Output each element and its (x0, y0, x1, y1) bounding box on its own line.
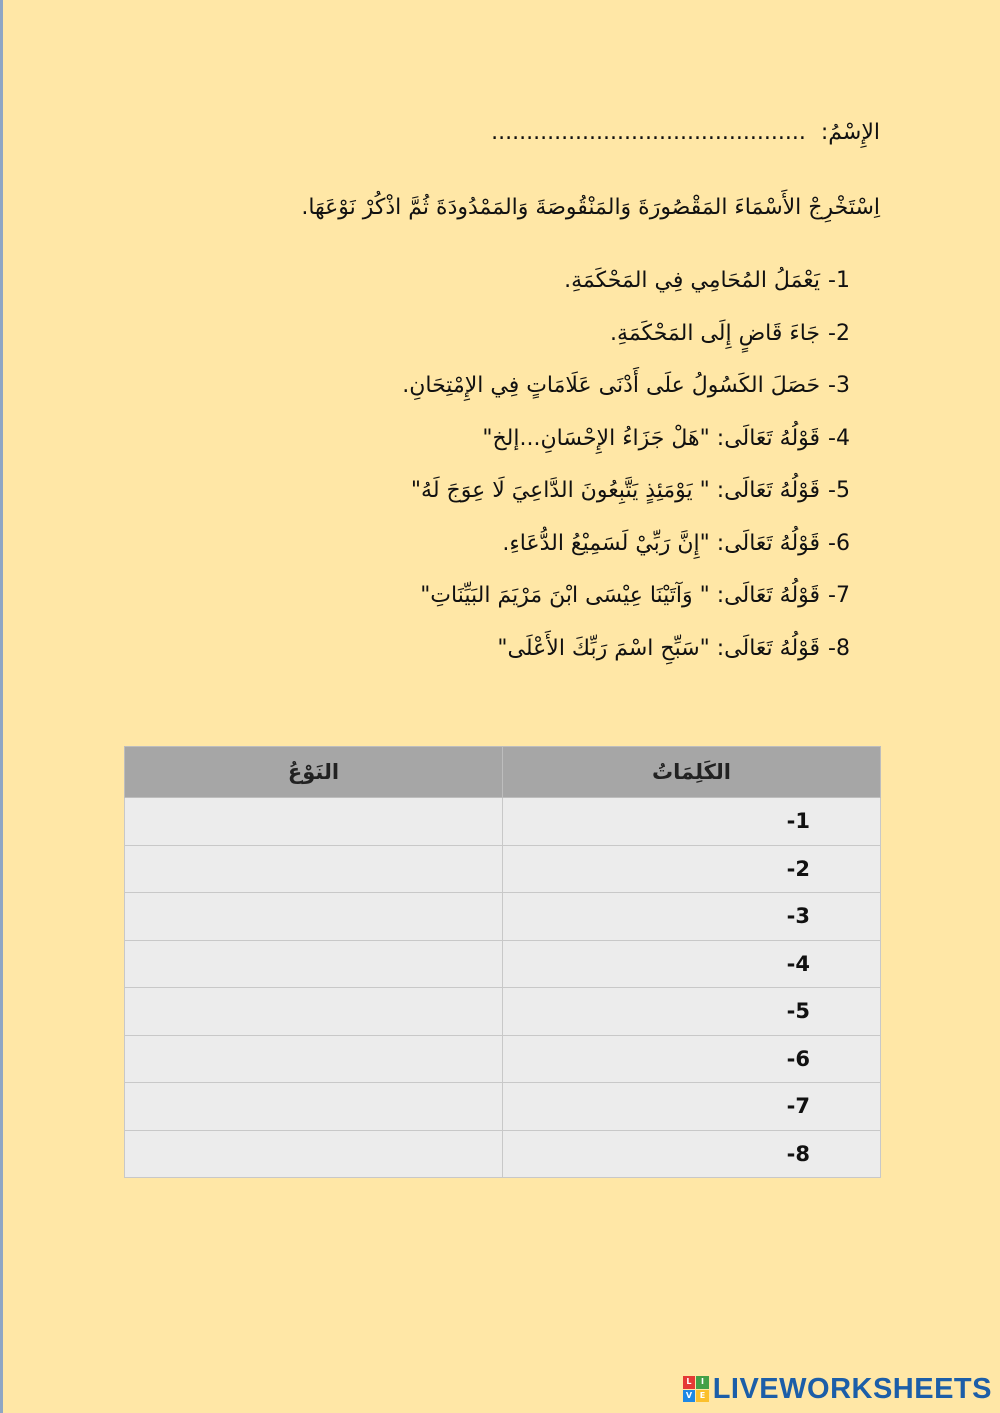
word-cell[interactable] (503, 940, 881, 988)
logo-letter: L (683, 1376, 696, 1389)
type-cell (125, 988, 503, 1036)
word-cell[interactable] (503, 1130, 881, 1178)
type-cell (125, 1035, 503, 1083)
list-item (150, 360, 850, 413)
type-cell (125, 798, 503, 846)
item-number: 3- (828, 373, 850, 398)
table-row (125, 940, 881, 988)
type-cell (125, 1130, 503, 1178)
row-number: -4 (786, 951, 810, 976)
row-number: -5 (786, 999, 810, 1024)
list-item (150, 255, 850, 308)
table-header-row (125, 747, 881, 798)
list-item (150, 570, 850, 623)
item-text: قَوْلُهُ تَعَالَى: "هَلْ جَزَاءُ الإِحْسَانِ...إلخ" (482, 425, 821, 451)
word-cell[interactable] (503, 1083, 881, 1131)
instruction-text: اِسْتَخْرِجْ الأَسْمَاءَ المَقْصُورَةَ وَالمَنْقُوصَةَ وَالمَمْدُودَةَ ثُمَّ اذْكُرْ نَوْعَهَا. (301, 195, 880, 220)
list-item (150, 465, 850, 518)
header-words: الكَلِمَاتُ (503, 747, 881, 798)
item-text: قَوْلُهُ تَعَالَى: " يَوْمَئِذٍ يَتَّبِعُونَ الدَّاعِيَ لَا عِوَجَ لَهُ" (410, 478, 821, 503)
item-text: يَعْمَلُ المُحَامِي فِي المَحْكَمَةِ. (564, 268, 821, 293)
table-row (125, 988, 881, 1036)
table-row (125, 1083, 881, 1131)
table-row (125, 798, 881, 846)
item-number: 7- (828, 583, 850, 608)
word-cell[interactable] (503, 845, 881, 893)
list-item (150, 308, 850, 361)
item-text: جَاءَ قَاضٍ إِلَى المَحْكَمَةِ. (610, 320, 821, 346)
row-number: -6 (786, 1046, 810, 1071)
list-item (150, 518, 850, 571)
word-cell[interactable] (503, 988, 881, 1036)
row-number: -8 (786, 1141, 810, 1166)
word-cell[interactable] (503, 893, 881, 941)
item-text: قَوْلُهُ تَعَالَى: " وَآتَيْنَا عِيْسَى ابْنَ مَرْيَمَ البَيِّنَاتِ" (420, 583, 821, 608)
name-field-line (491, 120, 880, 145)
table-row (125, 1035, 881, 1083)
type-input[interactable] (125, 893, 502, 940)
type-input[interactable] (125, 846, 502, 893)
type-cell (125, 893, 503, 941)
sentence-list (150, 255, 850, 675)
logo-letter: E (696, 1390, 709, 1403)
type-input[interactable] (125, 1036, 502, 1083)
type-cell (125, 1083, 503, 1131)
row-number: -7 (786, 1094, 810, 1119)
table-row (125, 1130, 881, 1178)
item-text: حَصَلَ الكَسُولُ علَى أَدْنَى عَلَامَاتٍ فِي الإِمْتِحَانِ. (402, 373, 821, 398)
type-input[interactable] (125, 1083, 502, 1130)
logo-text: LIVEWORKSHEETS (712, 1372, 992, 1405)
name-blank[interactable]: ............................................. (491, 120, 806, 145)
type-input[interactable] (125, 1131, 502, 1178)
item-text: قَوْلُهُ تَعَالَى: "إِنَّ رَبِّيْ لَسَمِيْعُ الدُّعَاءِ. (502, 530, 821, 556)
item-number: 5- (828, 478, 850, 503)
list-item (150, 623, 850, 676)
name-label: الإِسْمُ: (820, 120, 880, 145)
item-number: 8- (828, 635, 850, 661)
word-cell[interactable] (503, 798, 881, 846)
item-number: 4- (828, 425, 850, 451)
table-row (125, 845, 881, 893)
item-number: 1- (828, 268, 850, 293)
type-cell (125, 940, 503, 988)
logo-letter: I (696, 1376, 709, 1389)
type-cell (125, 845, 503, 893)
list-item (150, 413, 850, 466)
row-number: -1 (786, 809, 810, 834)
liveworksheets-logo (683, 1371, 992, 1407)
row-number: -2 (786, 856, 810, 881)
item-number: 2- (828, 320, 850, 346)
item-number: 6- (828, 530, 850, 556)
item-text: قَوْلُهُ تَعَالَى: "سَبِّحِ اسْمَ رَبِّكَ الأَعْلَى" (497, 635, 821, 661)
type-input[interactable] (125, 988, 502, 1035)
header-type: النَوْعُ (125, 747, 503, 798)
type-input[interactable] (125, 798, 502, 845)
word-cell[interactable] (503, 1035, 881, 1083)
row-number: -3 (786, 904, 810, 929)
answer-table (124, 746, 881, 1178)
logo-letter: V (683, 1390, 696, 1403)
logo-mark-icon (683, 1376, 709, 1402)
table-row (125, 893, 881, 941)
type-input[interactable] (125, 941, 502, 988)
